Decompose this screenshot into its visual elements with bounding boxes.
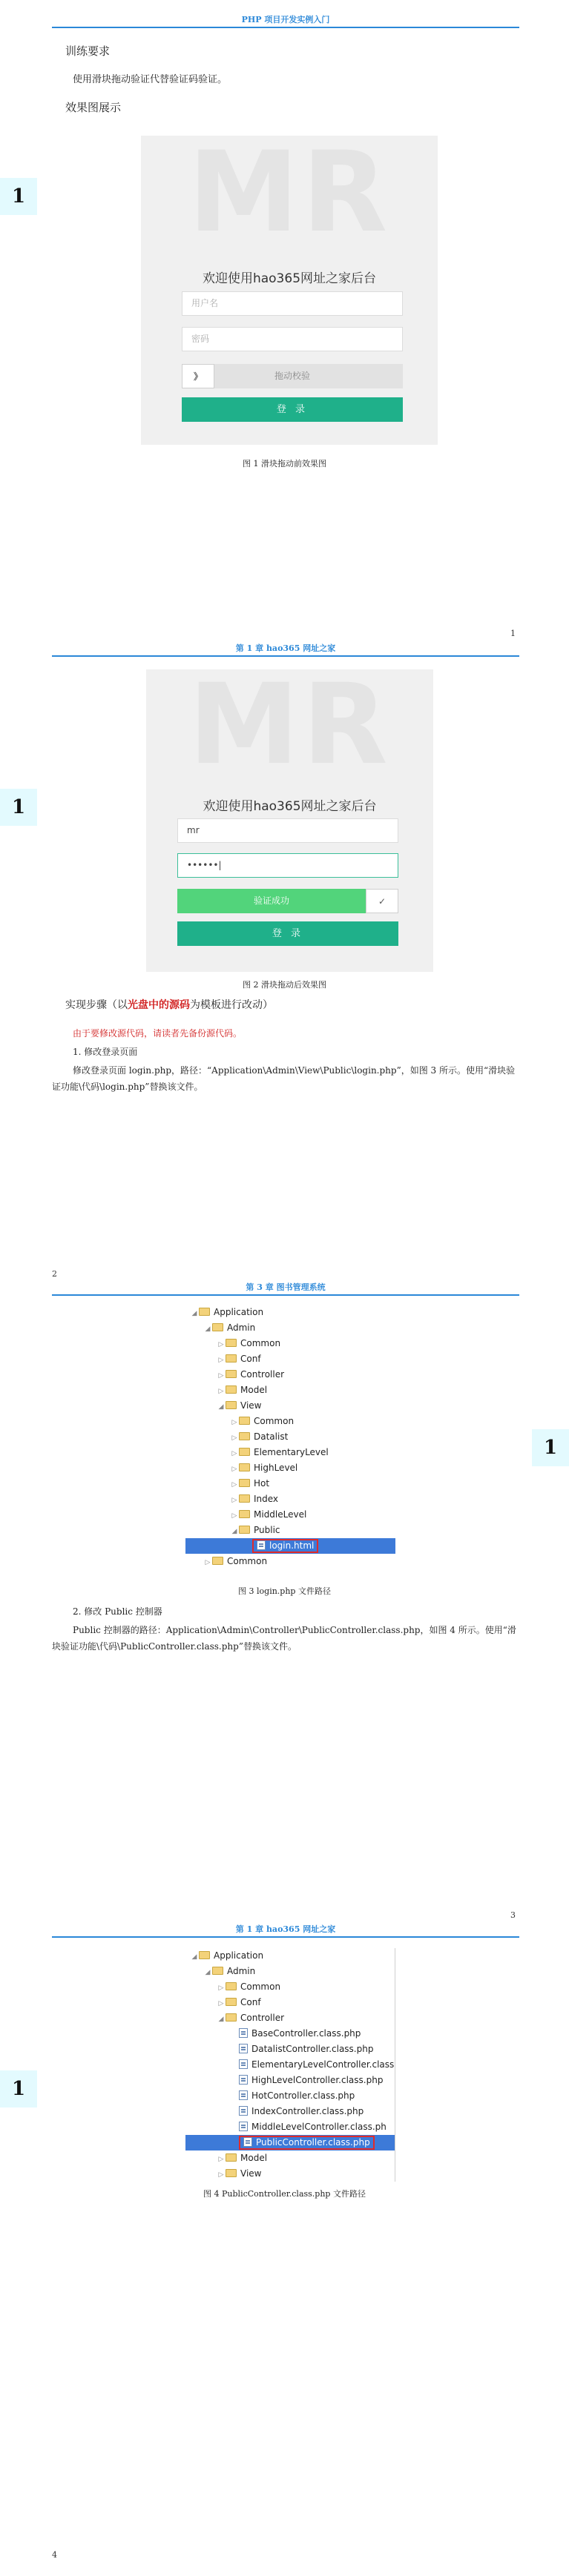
- tree-folder-item[interactable]: [185, 1445, 395, 1460]
- file-icon: [239, 2028, 248, 2038]
- collapsed-arrow-icon[interactable]: ▷: [218, 2156, 224, 2163]
- tree-folder-item[interactable]: [185, 1523, 395, 1538]
- file-icon: [239, 2044, 248, 2053]
- tree-folder-item[interactable]: [185, 1995, 395, 2010]
- collapsed-arrow-icon[interactable]: ▷: [231, 1419, 237, 1426]
- tree-file-item[interactable]: [185, 2073, 395, 2088]
- tree-item-label: Datalist: [254, 1431, 289, 1442]
- collapsed-arrow-icon[interactable]: ▷: [231, 1481, 237, 1489]
- tree-folder-item[interactable]: [185, 1979, 395, 1995]
- tree-item-label: Index: [254, 1494, 279, 1504]
- tree-folder-item[interactable]: [185, 1460, 395, 1476]
- tree-item-label: Common: [240, 1981, 281, 1992]
- tree-file-item[interactable]: [185, 2026, 395, 2042]
- folder-icon: [239, 1510, 250, 1518]
- expanded-arrow-icon[interactable]: ◢: [191, 1953, 197, 1961]
- drag-slider: [182, 364, 403, 388]
- slider-knob: 》: [182, 364, 214, 388]
- tree-item-label: Hot: [254, 1478, 270, 1489]
- collapsed-arrow-icon[interactable]: ▷: [218, 1388, 224, 1395]
- tree-file-item[interactable]: [185, 2042, 395, 2057]
- tree-folder-item[interactable]: [185, 2010, 395, 2026]
- folder-icon: [239, 1463, 250, 1471]
- tree-item-label: View: [240, 2168, 262, 2179]
- collapsed-arrow-icon[interactable]: ▷: [231, 1434, 237, 1442]
- collapsed-arrow-icon[interactable]: ▷: [218, 1372, 224, 1380]
- file-tree-controller: [185, 1948, 395, 2182]
- login-button: 登 录: [177, 921, 398, 946]
- tree-folder-item[interactable]: [185, 1491, 395, 1507]
- side-tab: 1: [0, 789, 37, 826]
- tree-file-item[interactable]: [185, 2104, 395, 2119]
- collapsed-arrow-icon[interactable]: ▷: [231, 1450, 237, 1457]
- folder-icon: [226, 1354, 237, 1363]
- page-number-1: 1: [510, 629, 516, 638]
- expanded-arrow-icon[interactable]: ◢: [205, 1325, 211, 1333]
- folder-icon: [239, 1448, 250, 1456]
- side-tab: 1: [0, 178, 37, 215]
- folder-icon: [239, 1432, 250, 1440]
- highlight-box: [252, 1539, 318, 1553]
- heading-training: 训练要求: [65, 44, 111, 58]
- file-tree-view: [185, 1305, 395, 1569]
- highlight-box: [239, 2136, 375, 2150]
- folder-icon: [226, 2153, 237, 2162]
- collapsed-arrow-icon[interactable]: ▷: [218, 1984, 224, 1992]
- tree-item-label: Model: [240, 1385, 268, 1395]
- password-field: 密码: [182, 327, 403, 351]
- folder-icon: [239, 1479, 250, 1487]
- expanded-arrow-icon[interactable]: ◢: [205, 1969, 211, 1976]
- slider-success-text: 验证成功: [253, 895, 289, 906]
- step2-title: 2. 修改 Public 控制器: [73, 1606, 162, 1617]
- tree-folder-item[interactable]: [185, 1320, 395, 1336]
- collapsed-arrow-icon[interactable]: ▷: [205, 1559, 211, 1566]
- file-icon: [239, 2090, 248, 2100]
- tree-folder-item[interactable]: [185, 1351, 395, 1367]
- username-field: mr: [177, 818, 398, 843]
- tree-item-label: HotController.class.php: [251, 2090, 355, 2101]
- expanded-arrow-icon[interactable]: ◢: [191, 1310, 197, 1317]
- file-icon: [239, 2075, 248, 2085]
- tree-folder-item[interactable]: [185, 1507, 395, 1523]
- warning-text: 由于要修改源代码，请读者先备份源代码。: [73, 1028, 243, 1039]
- tree-item-label: HighLevel: [254, 1463, 298, 1473]
- slider-text: 拖动校验: [274, 371, 310, 381]
- tree-item-label: PublicController.class.php: [256, 2137, 370, 2148]
- figure-caption-2: 图 2 滑块拖动后效果图: [243, 980, 326, 990]
- tree-item-label: Model: [240, 2153, 268, 2163]
- page3-header: 第 3 章 图书管理系统: [52, 1281, 519, 1296]
- tree-item-label: BaseController.class.php: [251, 2028, 361, 2039]
- tree-item-label: Controller: [240, 2013, 285, 2023]
- mr-logo: MR: [188, 136, 391, 257]
- tree-folder-item[interactable]: [185, 1429, 395, 1445]
- tree-item-label: MiddleLevel: [254, 1509, 307, 1520]
- tree-item-label: Admin: [227, 1322, 256, 1333]
- tree-item-label: Conf: [240, 1354, 261, 1364]
- folder-icon: [226, 1998, 237, 2006]
- collapsed-arrow-icon[interactable]: ▷: [218, 1341, 224, 1348]
- tree-item-label: DatalistController.class.php: [251, 2044, 374, 2054]
- tree-folder-item[interactable]: [185, 1367, 395, 1383]
- collapsed-arrow-icon[interactable]: ▷: [231, 1497, 237, 1504]
- tree-item-label: View: [240, 1400, 262, 1411]
- folder-icon: [226, 1982, 237, 1990]
- login-mock-after: [146, 669, 433, 972]
- collapsed-arrow-icon[interactable]: ▷: [218, 2171, 224, 2179]
- file-icon: [239, 2122, 248, 2131]
- tree-folder-item[interactable]: [185, 2166, 395, 2182]
- folder-icon: [199, 1951, 210, 1959]
- page-number-2: 2: [52, 1269, 57, 1279]
- page4-header: 第 1 章 hao365 网址之家: [52, 1923, 519, 1938]
- figure-caption-4: 图 4 PublicController.class.php 文件路径: [203, 2189, 366, 2199]
- tree-folder-item[interactable]: [185, 1414, 395, 1429]
- folder-icon: [212, 1557, 223, 1565]
- step1-body: 修改登录页面 login.php，路径：“Application\Admin\View\Public\login.php”，如图 3 所示。使用“滑块验证功能\代码\login.php”替换该文件。: [52, 1065, 516, 1092]
- tree-file-item[interactable]: [185, 2119, 395, 2135]
- tree-folder-item[interactable]: [185, 1398, 395, 1414]
- steps-suffix: 为模板进行改动）: [190, 999, 273, 1011]
- file-icon: [239, 2059, 248, 2069]
- tree-item-label: Common: [227, 1556, 268, 1566]
- expanded-arrow-icon[interactable]: ◢: [218, 1403, 224, 1411]
- tree-folder-item[interactable]: [185, 1964, 395, 1979]
- folder-icon: [226, 2169, 237, 2177]
- check-icon: ✓: [366, 889, 398, 913]
- username-field: 用户名: [182, 291, 403, 316]
- figure-caption-1: 图 1 滑块拖动前效果图: [243, 459, 326, 468]
- drag-slider-success: [177, 889, 398, 913]
- tree-item-label: Application: [214, 1307, 264, 1317]
- steps-prefix: 实现步骤（以: [65, 999, 128, 1011]
- tree-folder-item[interactable]: [185, 1336, 395, 1351]
- folder-icon: [226, 1385, 237, 1394]
- figure-caption-3: 图 3 login.php 文件路径: [238, 1586, 331, 1596]
- collapsed-arrow-icon[interactable]: ▷: [218, 2000, 224, 2007]
- tree-item-label: IndexController.class.php: [251, 2106, 364, 2116]
- folder-icon: [226, 2013, 237, 2022]
- tree-folder-item[interactable]: [185, 1383, 395, 1398]
- folder-icon: [226, 1339, 237, 1347]
- expanded-arrow-icon[interactable]: ◢: [218, 2016, 224, 2023]
- step1-title: 1. 修改登录页面: [73, 1047, 138, 1057]
- collapsed-arrow-icon[interactable]: ▷: [218, 1357, 224, 1364]
- tree-file-item[interactable]: [185, 2088, 395, 2104]
- collapsed-arrow-icon[interactable]: ▷: [231, 1466, 237, 1473]
- folder-icon: [199, 1308, 210, 1316]
- expanded-arrow-icon[interactable]: ◢: [231, 1528, 237, 1535]
- page1-header: PHP 项目开发实例入门: [52, 13, 519, 28]
- login-mock-before: [141, 136, 438, 445]
- file-icon: [257, 1540, 266, 1550]
- tree-item-label: ElementaryLevel: [254, 1447, 329, 1457]
- tree-file-item[interactable]: [185, 2135, 395, 2150]
- page-number-4: 4: [52, 2550, 57, 2560]
- heading-effect: 效果图展示: [65, 101, 122, 114]
- tree-item-label: HighLevelController.class.php: [251, 2075, 384, 2085]
- mr-logo: MR: [188, 669, 391, 789]
- tree-item-label: MiddleLevelController.class.ph: [251, 2122, 387, 2132]
- password-field: ••••••|: [177, 853, 398, 878]
- tree-file-item[interactable]: [185, 2057, 395, 2073]
- tree-file-item[interactable]: [185, 1538, 395, 1554]
- folder-icon: [239, 1494, 250, 1503]
- tree-item-label: Admin: [227, 1966, 256, 1976]
- folder-icon: [212, 1323, 223, 1331]
- tree-folder-item[interactable]: [185, 1476, 395, 1491]
- file-icon: [239, 2106, 248, 2116]
- tree-item-label: Common: [254, 1416, 295, 1426]
- tree-folder-item[interactable]: [185, 1554, 395, 1569]
- step2-body: Public 控制器的路径：Application\Admin\Controller\PublicController.class.php，如图 4 所示。使用“滑块验证功能\代码\PublicController.class.php”替换该文件。: [52, 1625, 516, 1652]
- tree-folder-item[interactable]: [185, 1948, 395, 1964]
- tree-item-label: Common: [240, 1338, 281, 1348]
- tree-item-label: Controller: [240, 1369, 285, 1380]
- collapsed-arrow-icon[interactable]: ▷: [231, 1512, 237, 1520]
- requirement-text: 使用滑块拖动验证代替验证码验证。: [73, 74, 228, 85]
- page2-header: 第 1 章 hao365 网址之家: [52, 642, 519, 657]
- mock-title: 欢迎使用hao365网址之家后台: [202, 271, 377, 286]
- folder-icon: [212, 1967, 223, 1975]
- tree-item-label: Conf: [240, 1997, 261, 2007]
- tree-folder-item[interactable]: [185, 1305, 395, 1320]
- tree-item-label: login.html: [269, 1540, 315, 1551]
- side-tab: 1: [532, 1429, 569, 1466]
- file-icon: [243, 2137, 252, 2147]
- tree-item-label: ElementaryLevelController.class: [251, 2059, 395, 2070]
- folder-icon: [239, 1526, 250, 1534]
- folder-icon: [239, 1417, 250, 1425]
- steps-heading: [65, 997, 273, 1014]
- tree-folder-item[interactable]: [185, 2150, 395, 2166]
- folder-icon: [226, 1401, 237, 1409]
- tree-item-label: Application: [214, 1950, 264, 1961]
- page-number-3: 3: [510, 1910, 516, 1920]
- folder-icon: [226, 1370, 237, 1378]
- side-tab: 1: [0, 2070, 37, 2108]
- mock-title: 欢迎使用hao365网址之家后台: [203, 799, 377, 814]
- login-button: 登 录: [182, 397, 403, 422]
- tree-item-label: Public: [254, 1525, 280, 1535]
- steps-highlight: 光盘中的源码: [128, 999, 190, 1011]
